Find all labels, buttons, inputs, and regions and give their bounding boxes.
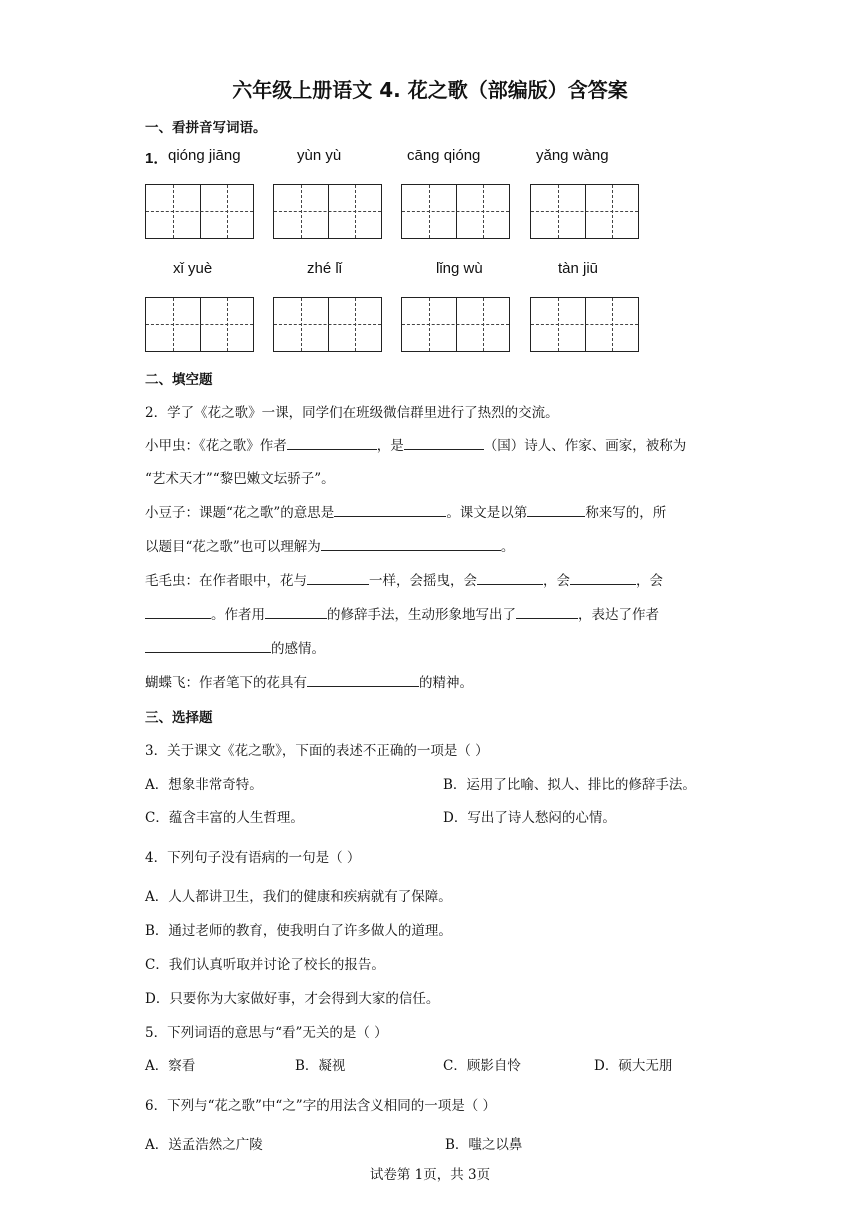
text-segment: （国）诗人、作家、画家，被称为 (483, 438, 687, 454)
fill-line-8 (145, 671, 473, 691)
pinyin-2: yùn yù (297, 147, 342, 164)
answer-blank[interactable] (527, 502, 585, 517)
pinyin-1: qióng jiāng (168, 147, 241, 164)
question-4-stem: 4．下列句子没有语病的一句是（ ） (145, 850, 361, 866)
option-4b[interactable]: B．通过老师的教育，使我明白了许多做人的道理。 (145, 923, 452, 939)
pinyin-7: lǐng wù (436, 260, 483, 277)
writing-grid[interactable] (273, 184, 382, 239)
option-4a[interactable]: A．人人都讲卫生，我们的健康和疾病就有了保障。 (145, 889, 452, 905)
option-4c[interactable]: C．我们认真听取并讨论了校长的报告。 (145, 957, 385, 973)
question-2-stem: 2．学了《花之歌》一课，同学们在班级微信群里进行了热烈的交流。 (145, 405, 559, 421)
option-3b[interactable]: B．运用了比喻、拟人、排比的修辞手法。 (443, 777, 696, 793)
answer-blank[interactable] (404, 435, 484, 450)
section-heading-pinyin: 一、看拼音写词语。 (145, 120, 267, 136)
text-segment: ，表达了作者 (578, 607, 659, 623)
section-heading-fill: 二、填空题 (145, 372, 213, 388)
option-5d[interactable]: D．硕大无朋 (594, 1058, 673, 1074)
text-segment: 的精神。 (419, 675, 473, 691)
fill-line-3 (145, 501, 666, 521)
writing-grid[interactable] (145, 184, 254, 239)
text-segment: 小甲虫：《花之歌》作者 (145, 438, 287, 454)
pinyin-3: cāng qióng (407, 147, 481, 164)
option-5b[interactable]: B．凝视 (295, 1058, 346, 1074)
option-3a[interactable]: A．想象非常奇特。 (145, 777, 263, 793)
pinyin-6: zhé lǐ (307, 260, 343, 277)
writing-grid[interactable] (401, 297, 510, 352)
text-segment: 称来写的，所 (585, 505, 667, 521)
text-segment: 。作者用 (211, 607, 265, 623)
fill-line-2: “艺术天才”“黎巴嫩文坛骄子”。 (145, 471, 335, 487)
option-6b[interactable]: B．嗤之以鼻 (445, 1137, 523, 1153)
answer-blank[interactable] (307, 672, 419, 687)
answer-blank[interactable] (145, 638, 271, 653)
text-segment: 以题目“花之歌”也可以理解为 (145, 539, 321, 555)
fill-line-6 (145, 603, 659, 623)
question-3-stem: 3．关于课文《花之歌》，下面的表述不正确的一项是（ ） (145, 743, 489, 759)
fill-line-7 (145, 637, 325, 657)
question-5-stem: 5．下列词语的意思与“看”无关的是（ ） (145, 1025, 388, 1041)
text-segment: 蝴蝶飞：作者笔下的花具有 (145, 675, 307, 691)
option-5a[interactable]: A．察看 (145, 1058, 196, 1074)
answer-blank[interactable] (287, 435, 377, 450)
writing-grid[interactable] (530, 184, 639, 239)
text-segment: 。课文是以第 (446, 505, 528, 521)
page-title: 六年级上册语文 4. 花之歌（部编版）含答案 (232, 78, 628, 102)
answer-blank[interactable] (145, 604, 211, 619)
text-segment: 的感情。 (271, 641, 325, 657)
pinyin-5: xǐ yuè (173, 260, 213, 277)
text-segment: 小豆子：课题“花之歌”的意思是 (145, 505, 335, 521)
option-4d[interactable]: D．只要你为大家做好事，才会得到大家的信任。 (145, 991, 440, 1007)
fill-line-5 (145, 569, 663, 589)
writing-grid[interactable] (273, 297, 382, 352)
writing-grid[interactable] (145, 297, 254, 352)
text-segment: 的修辞手法，生动形象地写出了 (327, 607, 516, 623)
page-footer: 试卷第 1页，共 3页 (369, 1167, 491, 1183)
section-heading-choice: 三、选择题 (145, 710, 213, 726)
question-number-1: 1． (145, 150, 169, 167)
text-segment: ，会 (636, 573, 663, 589)
fill-line-1 (145, 434, 686, 454)
text-segment: 。 (500, 539, 515, 555)
option-3c[interactable]: C．蕴含丰富的人生哲理。 (145, 810, 304, 826)
writing-grid[interactable] (530, 297, 639, 352)
answer-blank[interactable] (477, 570, 543, 585)
answer-blank[interactable] (321, 536, 501, 551)
option-6a[interactable]: A．送孟浩然之广陵 (145, 1137, 263, 1153)
fill-line-4 (145, 535, 514, 555)
text-segment: 毛毛虫：在作者眼中，花与 (145, 573, 307, 589)
question-6-stem: 6．下列与“花之歌”中“之”字的用法含义相同的一项是（ ） (145, 1098, 496, 1114)
option-5c[interactable]: C．顾影自怜 (443, 1058, 521, 1074)
writing-grid[interactable] (401, 184, 510, 239)
option-3d[interactable]: D．写出了诗人愁闷的心情。 (443, 810, 616, 826)
text-segment: 一样，会摇曳，会 (369, 573, 477, 589)
answer-blank[interactable] (516, 604, 578, 619)
answer-blank[interactable] (265, 604, 327, 619)
pinyin-8: tàn jiū (558, 260, 599, 277)
answer-blank[interactable] (307, 570, 369, 585)
text-segment: ，是 (376, 438, 404, 454)
pinyin-4: yǎng wàng (536, 147, 609, 164)
answer-blank[interactable] (570, 570, 636, 585)
answer-blank[interactable] (334, 502, 446, 517)
text-segment: ，会 (543, 573, 570, 589)
